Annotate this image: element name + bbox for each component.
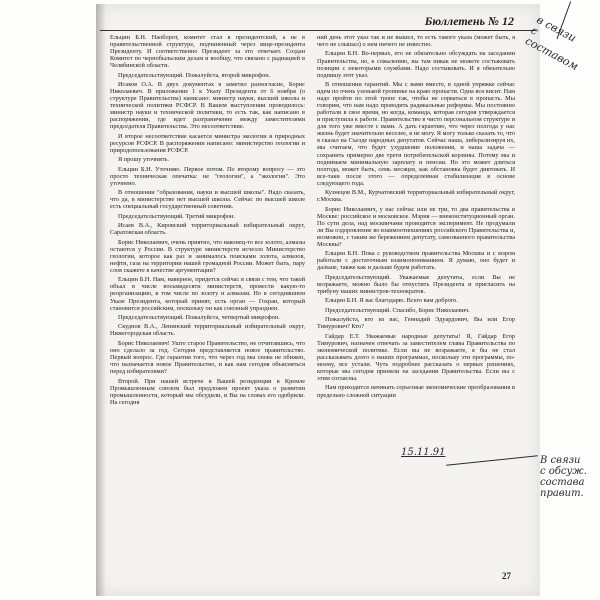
paragraph: Пожалуйста, кто из вас, Геннадий Эдуардович, Вы или Егор Тимурович? Кто? xyxy=(317,316,515,331)
paragraph: Борис Николаевич, у нас сейчас или не три, то два правительства в Москве: российское и московское. Мэрия — внеконституционный орган. По сути дела, над москвичами проводится эксперимент. Не продумали ли Вы оздоровление во взаимоотношениях российского Правительства и, возможно, с таким же бережением депутату, самозванного правительства Москвы? xyxy=(317,205,515,248)
paragraph: Скуднов В.А., Ленинский территориальный избирательный округ, Нижегородская область. xyxy=(110,323,305,338)
paragraph: Ельцин Б.Н. Уточняю. Первое потом. По второму вопросу — это просто техническая опечатка: не "геологии", а "экологии". Это уточнено. xyxy=(110,165,305,187)
paragraph: Ельцин Б.Н. Наоборот, комитет стал в президентский, а не в правительственной структуре, подчиненный через вице-президента Президенту. И соответственно Президент за это отвечает. Создан Комитет по чернобыльским делам и вообщу, что связано с радиацией в Челябинской области. xyxy=(110,34,305,70)
paragraph: И второе несоответствие касается министра экологии и природных ресурсов РСФСР. В распоряжении написано: министерство геологии и природопользования РСФСР. xyxy=(110,132,305,154)
left-text-column xyxy=(110,34,305,408)
paragraph: Второй. При нашей встрече в Вашей резиденции в Кремле Промышленным союзом был предложен проект указа о развитии промышленности, который мы обсудили, и Вы на словах его одобрили. На сегодня xyxy=(110,377,305,406)
page-header xyxy=(100,10,536,31)
paragraph: Ельцин Б.Н. Пока с руководством правительства Москвы и с мэром работали с достаточным взаимопониманием. Я думаю, оно будет и дальше, также как и дальше будем работать. xyxy=(317,250,515,272)
paragraph: Кузнецов В.М., Курчатовский территориальный избирательный округ, г.Москва. xyxy=(317,189,515,204)
paragraph: Председательствующий. Уважаемые депутаты, если Вы не возражаете, можно было бы отпустить Президента и пригласить на трибуну наших министров-технократов. xyxy=(317,273,515,295)
paragraph: Исаков О.А. В двух документах я заметил разногласие, Борис Николаевич. В приложение 1 к Указу Президента от 6 ноября (о структуре Правительства) написано: министр науки, высшей школы и технической политики РСФСР. В Вашем выступлении проводилось: министр науки и технической политики, то есть так, как написано в распоряжении, где идет разграничение между заместителями председателя Правительства. Это несоответствие. xyxy=(110,81,305,131)
page-binding-shadow xyxy=(96,4,106,596)
handwritten-note-margin: В связи с обсуж. состава правит. xyxy=(540,455,587,499)
paragraph: Председательствующий. Спасибо, Борис Николаевич. xyxy=(325,306,470,314)
paragraph: Председательствующий. Третий микрофон. xyxy=(118,212,235,220)
paragraph: В отношении "образования, науки и высшей школы". Надо сказать, что да, в министерстве нет высшей школы. Сейчас по высшей школе есть специальный государственный советник. xyxy=(110,189,305,211)
bulletin-title: Бюллетень № 12 xyxy=(424,14,514,28)
paragraph: Я прошу уточнить. xyxy=(118,156,169,164)
paragraph: Председательствующий. Пожалуйста, второй микрофон. xyxy=(118,71,271,79)
paragraph: ний день этот указ так и не вышел, то есть такого указа (может быть, я чего не слышал) о нем ничего не известно. xyxy=(317,34,515,49)
paragraph: Гайдар Е.Т. Уважаемые народные депутаты! Я, Гайдар Егор Тимурович, назначен отвечать за заместителем главы Правительства по экономической политике. Если вы не возражаете, я бы не стал рассказывать долго о наших программах, поскольку эти программы, по-моему, все устали. Чуть подробнее рассказать о первых решениях, которые мы сегодня приняли на заседании Правительства. Если вы с этим согласны. xyxy=(317,332,515,383)
paragraph: Председательствующий. Пожалуйста, четвертый микрофон. xyxy=(118,313,280,321)
handwritten-date: 15.11.91 xyxy=(401,447,446,458)
right-text-column xyxy=(317,34,515,401)
paragraph: Исаев В.А., Кировский территориальный избирательный округ, Саратовская область. xyxy=(110,222,305,237)
paragraph: Ельцин Б.Н. Я вас благодарю. Всего вам доброго. xyxy=(325,297,458,305)
paragraph: Ельцин Б.Н. Во-первых, его не обязательно обсуждать на заседании Правительства, но, к сожалению, вы там никак не можете состыковать позиции с некоторыми службами. Надо состыковать. И я обязательно подпишу этот указ. xyxy=(317,50,515,79)
paragraph: Борис Николаевич, очень приятно, что наконец-то все золото, алмазы остаются у России. В структуре министерств исчезло Министерство геологии, которое как раз и занималось поисками золота, алмазов, нефти, газа на территории нашей громадной России. Может быть, пару слов скажете в качестве аргументации? xyxy=(110,238,305,274)
paragraph: В отношении гарантий. Мы с вами вместе, в одной упряжке сейчас идем по очень узенькой тропинке на краю пропасти. Одна вся висит. Нам надо пройти по этой тропе так, чтобы не сорваться в пропасть. Мы говорим, что нам надо проводить радикальные реформы. Мы постоянно работали в свое время, но когда, команда, которая сегодня утверждается и приступила к работе. Правительство в чисто персональном структуре и для того уже вместе с вами. А дать гарантию, что через полгода у нас жизнь будет значительно веселее, я не могу. Я могу только сказать то, что я сказал на Съезде народных депутатов. Сейчас наша, либерализируя их, мы считаем, что будет ухудшение положения, и наша задача — сохранить примерно две трети потребительской корзины. Потому мы и поднимаем минимальную зарплату и пенсии. Но это может длиться полгода, может быть, семь месяцев, как обстановка будет диктовать. И все-таки после этого — определенная стабилизация в основе следующего года. xyxy=(317,81,515,187)
page-number: 27 xyxy=(502,571,511,581)
paragraph: Ельцин Б.Н. Нам, наверное, придется сейчас в связи с тем, что такой объал в числе восьмидесяти министерств, провести какую-то реорганизацию, в том числе по золоту и алмазам. Но в сегодняшнем Указе Президента, который принят, есть орган — Гохран, который становится российским, поскольку он как союзный упразднен. xyxy=(110,276,305,312)
paragraph: Борис Николаевич! Уште старое Правительство, не отчитавшись, что оно сделало за год. Сегодня представляется новое правительство. Первый вопрос. Где гарантия того, что через год мы снова не обижен, что назначается новое Правительство, и как нам сегодня объясняться перед избирателями? xyxy=(110,339,305,376)
handwritten-note-top: в связи с составом xyxy=(523,13,581,74)
paragraph: Нам приходится начинать серьезные экономические преобразования в предельно сложной ситуации xyxy=(317,384,515,399)
